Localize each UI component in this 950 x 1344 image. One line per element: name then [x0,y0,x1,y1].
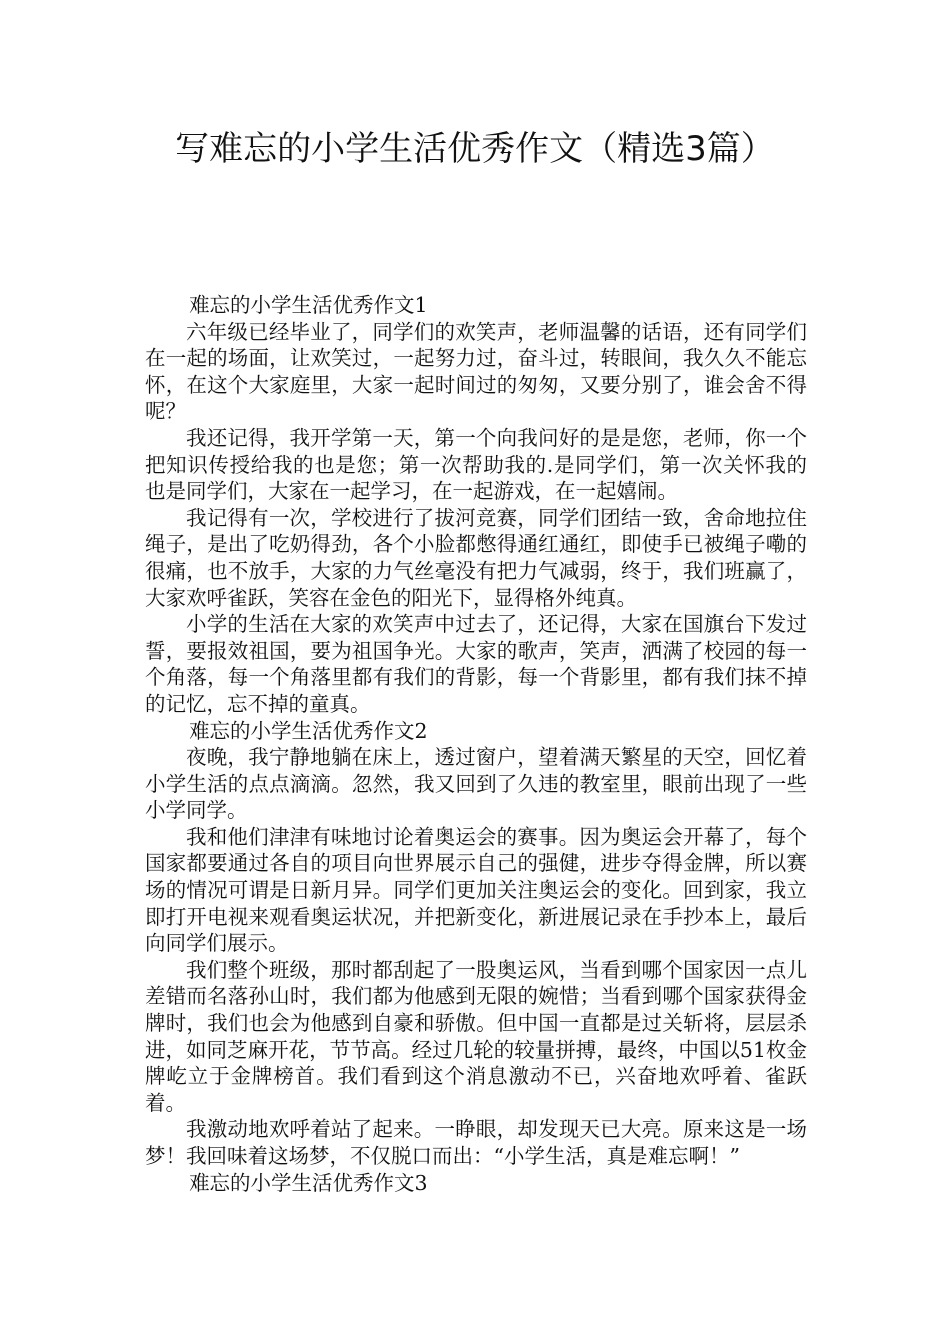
paragraph: 我激动地欢呼着站了起来。一睁眼，却发现天已大亮。原来这是一场梦！我回味着这场梦，不仅脱口而出：“小学生活，真是难忘啊！” [145,1117,807,1168]
section-heading-1: 难忘的小学生活优秀作文1 [189,293,428,317]
paragraph: 我还记得，我开学第一天，第一个向我问好的是是您，老师，你一个把知识传授给我的也是您；第一次帮助我的.是同学们，第一次关怀我的也是同学们，大家在一起学习，在一起游戏，在一起嬉闹。 [145,425,807,504]
document-body [145,292,807,1196]
section-heading-3: 难忘的小学生活优秀作文3 [189,1170,428,1195]
paragraph: 我记得有一次，学校进行了拔河竞赛，同学们团结一致，舍命地拉住绳子，是出了吃奶得劲，各个小脸都憋得通红通红，即使手已被绳子嘞的很痛，也不放手，大家的力气丝毫没有把力气减弱，终于，我们班赢了，大家欢呼雀跃，笑容在金色的阳光下，显得格外纯真。 [145,505,807,610]
paragraph: 六年级已经毕业了，同学们的欢笑声，老师温馨的话语，还有同学们在一起的场面，让欢笑过，一起努力过，奋斗过，转眼间，我久久不能忘怀，在这个大家庭里，大家一起时间过的匆匆，又要分别了，谁会舍不得呢？ [145,319,807,424]
paragraph: 小学的生活在大家的欢笑声中过去了，还记得，大家在国旗台下发过誓，要报效祖国，要为祖国争光。大家的歌声，笑声，洒满了校园的每一个角落，每一个角落里都有我们的背影，每一个背影里，都有我们抹不掉的记忆，忘不掉的童真。 [145,612,807,716]
paragraph: 我们整个班级，那时都刮起了一股奥运风，当看到哪个国家因一点儿差错而名落孙山时，我们都为他感到无限的婉惜；当看到哪个国家获得金牌时，我们也会为他感到自豪和骄傲。但中国一直都是过关斩将，层层杀进，如同芝麻开花，节节高。经过几轮的较量拼搏，最终，中国以51枚金牌屹立于金牌榜首。我们看到这个消息激动不已，兴奋地欢呼着、雀跃着。 [145,957,807,1115]
document-title: 写难忘的小学生活优秀作文（精选3篇） [175,129,775,169]
paragraph: 夜晚，我宁静地躺在床上，透过窗户，望着满天繁星的天空，回忆着小学生活的点点滴滴。忽然，我又回到了久违的教室里，眼前出现了一些小学同学。 [145,745,807,823]
paragraph: 我和他们津津有味地讨论着奥运会的赛事。因为奥运会开幕了，每个国家都要通过各自的项目向世界展示自己的强健，进步夺得金牌，所以赛场的情况可谓是日新月异。同学们更加关注奥运会的变化。回到家，我立即打开电视来观看奥运状况，并把新变化，新进展记录在手抄本上，最后向同学们展示。 [145,824,807,956]
section-heading-2: 难忘的小学生活优秀作文2 [189,718,428,743]
